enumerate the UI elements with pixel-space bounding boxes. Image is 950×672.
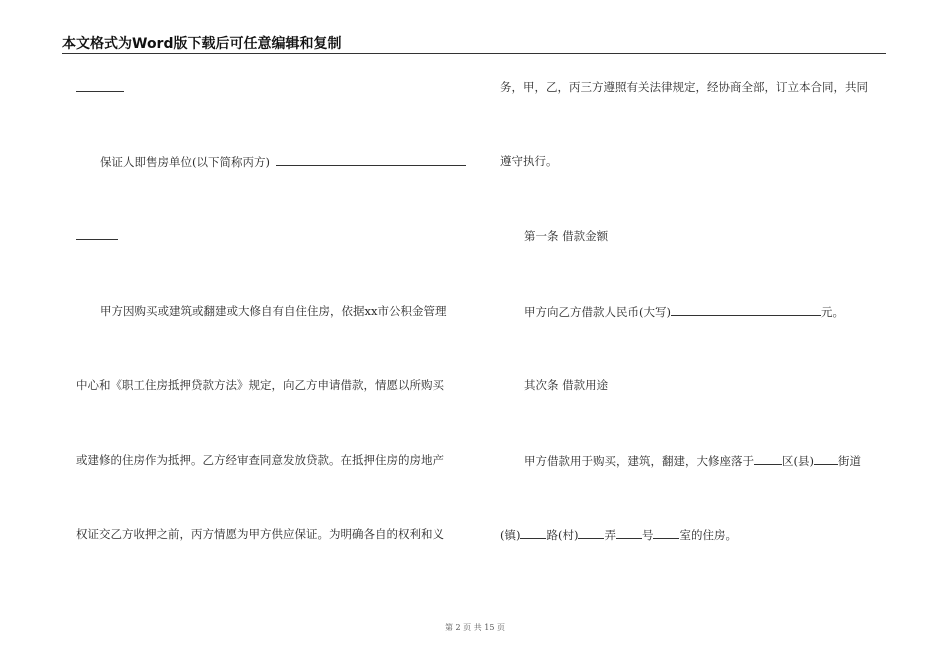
fill-blank	[76, 80, 124, 92]
district-label: 区(县)	[782, 454, 814, 468]
fill-blank	[754, 453, 782, 465]
lane-label: 弄	[604, 528, 616, 542]
left-line-4: 甲方因购买或建筑或翻建或大修自有自住住房，依据xx市公积金管理	[100, 304, 447, 318]
article-2-heading: 其次条 借款用途	[524, 378, 609, 392]
left-line-1	[76, 80, 124, 95]
left-line-6: 或建修的住房作为抵押。乙方经审查同意发放贷款。在抵押住房的房地产	[76, 453, 444, 467]
fill-blank	[76, 228, 118, 240]
purpose-text: 甲方借款用于购买，建筑，翻建，大修座落于	[524, 454, 754, 468]
fill-blank	[814, 453, 838, 465]
fill-blank	[578, 527, 604, 539]
left-line-3	[76, 228, 118, 243]
article-1-heading: 第一条 借款金额	[524, 229, 609, 243]
fill-blank	[616, 527, 642, 539]
fill-blank	[653, 527, 679, 539]
right-line-7	[500, 527, 737, 542]
guarantor-text: 保证人即售房单位(以下简称丙方)	[100, 155, 270, 169]
loan-amount-suffix: 元。	[820, 305, 844, 319]
right-line-6	[500, 453, 861, 468]
fill-blank	[276, 154, 466, 166]
document-header: 本文格式为Word版下载后可任意编辑和复制	[62, 36, 342, 52]
right-line-1: 务，甲，乙，丙三方遵照有关法律规定，经协商全部，订立本合同，共同	[500, 80, 868, 94]
right-line-4	[500, 304, 844, 319]
number-label: 号	[641, 528, 654, 542]
header-divider	[62, 53, 886, 54]
page-footer: 第 2 页 共 15 页	[445, 623, 505, 632]
right-line-2: 遵守执行。	[500, 154, 558, 168]
town-label: (镇)	[500, 528, 521, 542]
left-line-2	[76, 154, 466, 169]
street-label: 街道	[837, 454, 861, 468]
fill-blank	[520, 527, 546, 539]
left-line-7: 权证交乙方收押之前，丙方情愿为甲方供应保证。为明确各自的权利和义	[76, 527, 444, 541]
left-line-5: 中心和《职工住房抵押贷款方法》规定，向乙方申请借款，情愿以所购买	[76, 378, 444, 392]
loan-amount-text: 甲方向乙方借款人民币(大写)	[524, 305, 671, 319]
fill-blank	[671, 304, 821, 316]
room-label: 室的住房。	[679, 528, 737, 542]
road-label: 路(村)	[546, 528, 579, 542]
